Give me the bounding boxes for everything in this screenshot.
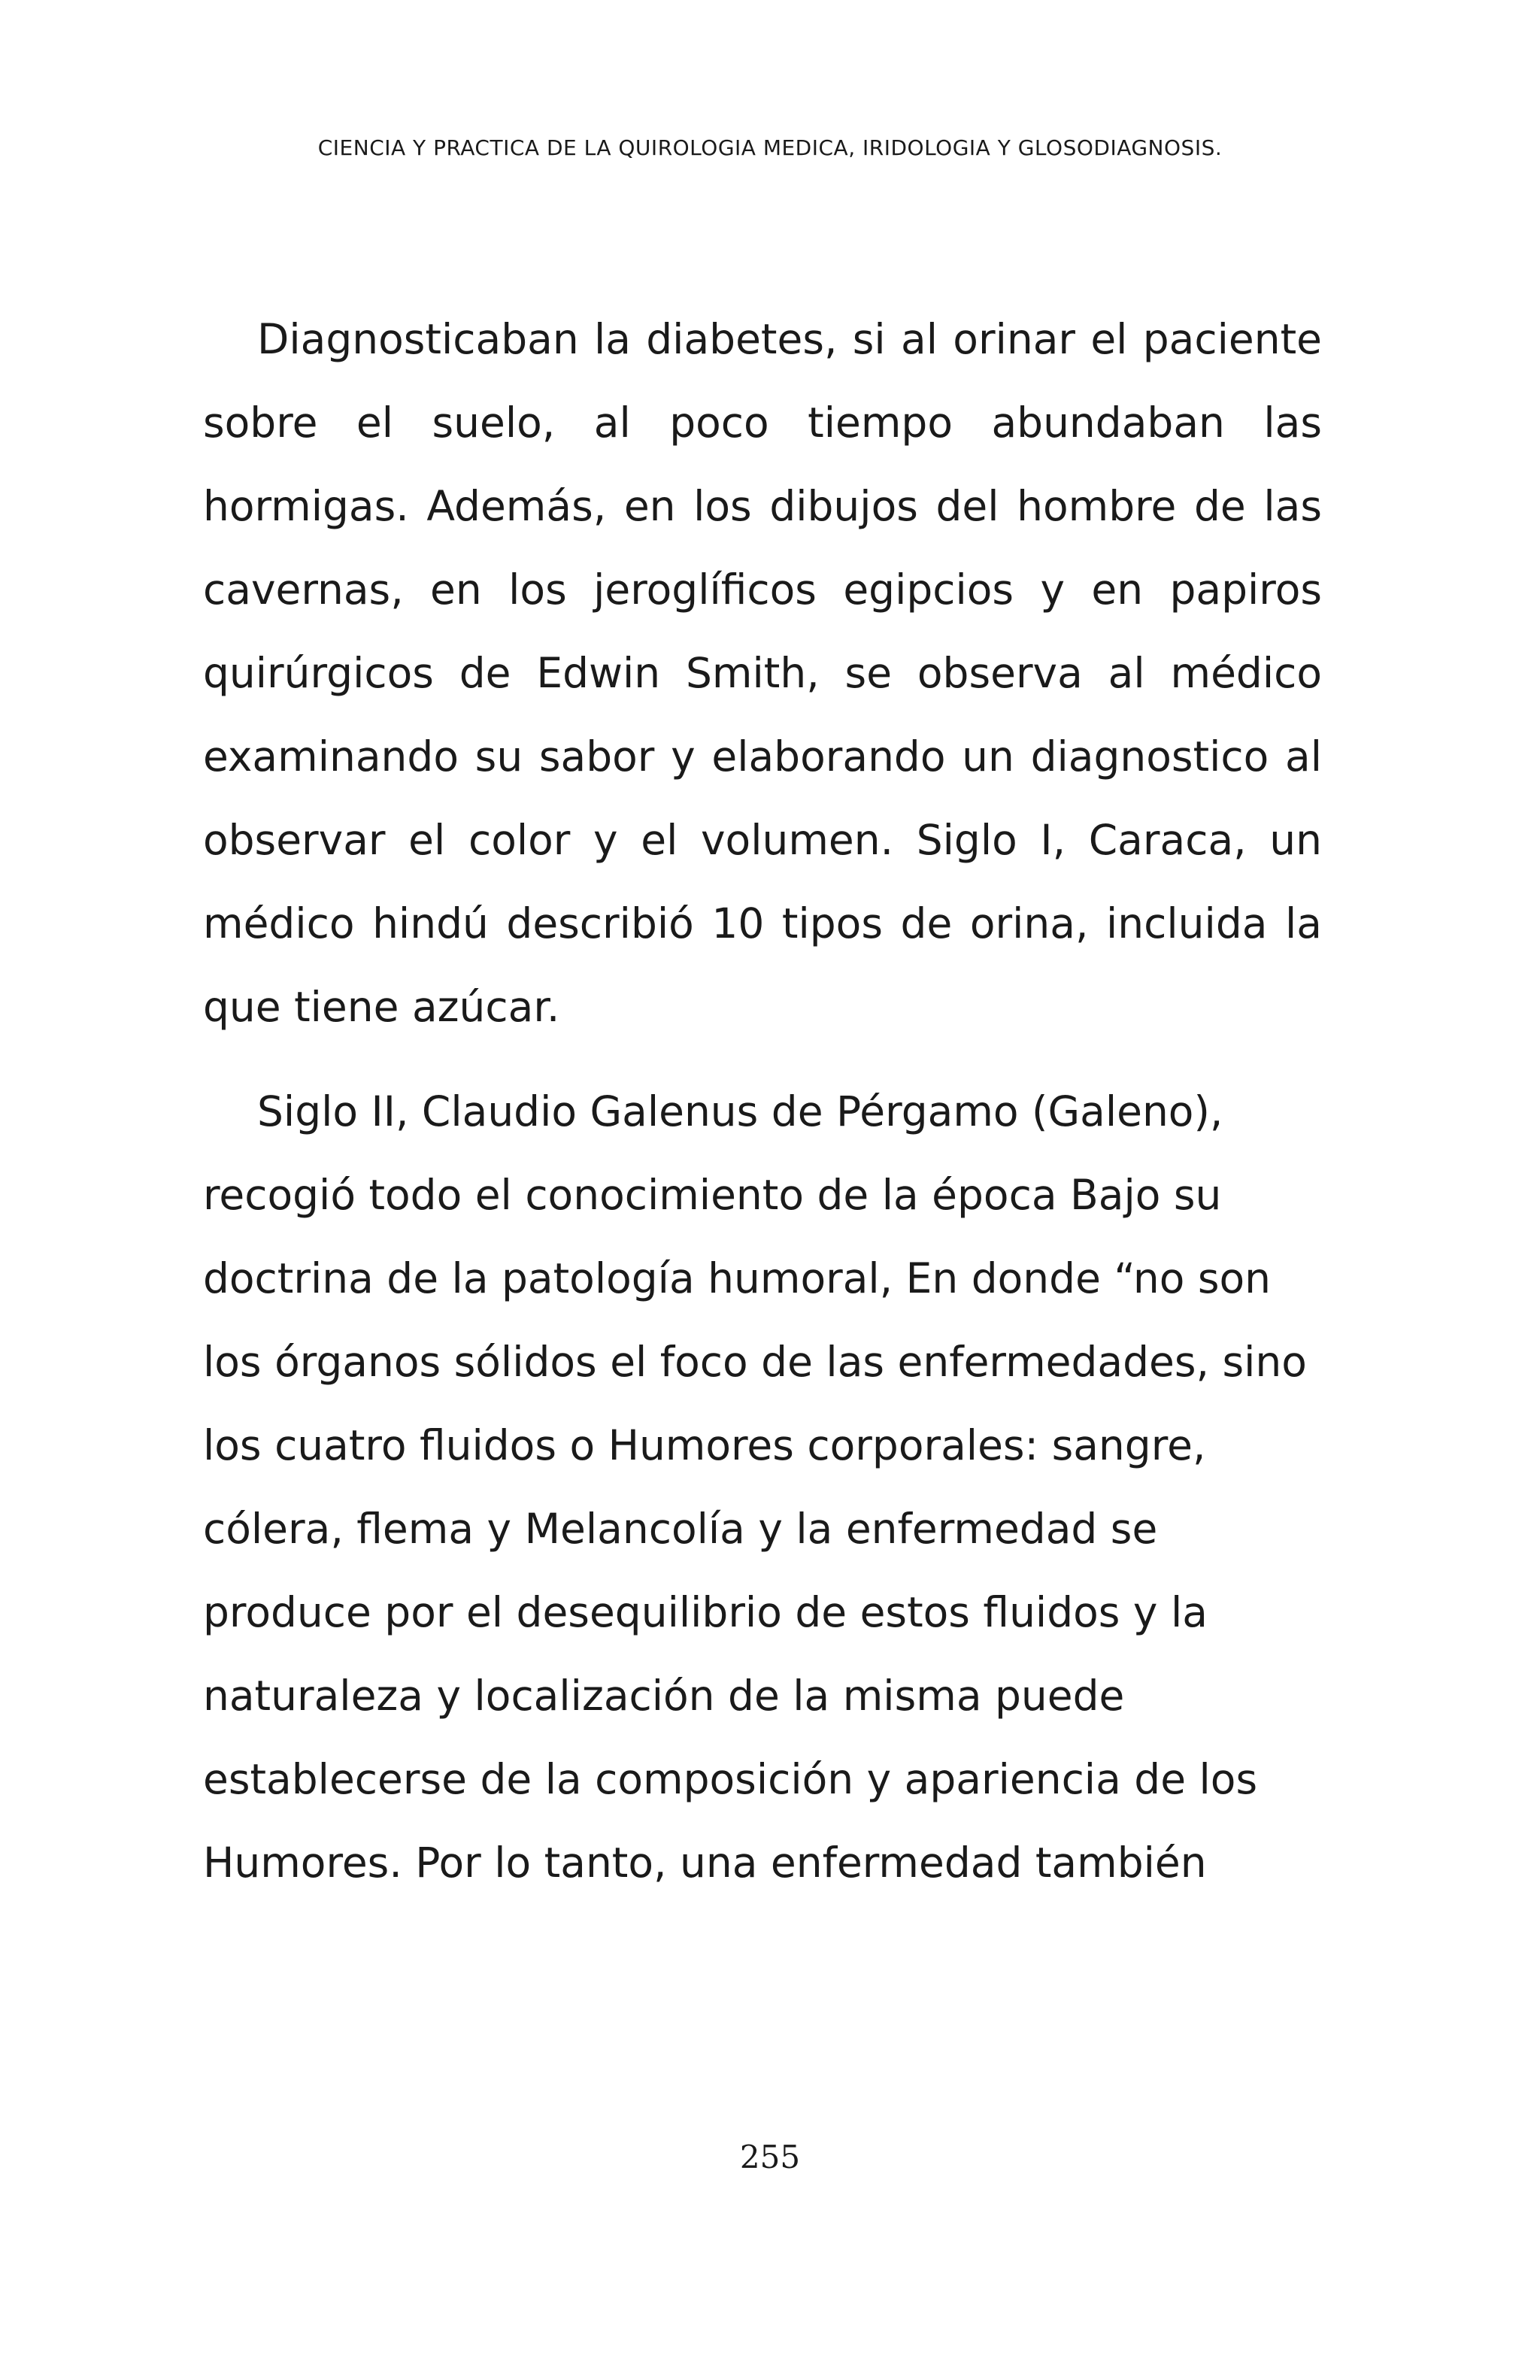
paragraph: Diagnosticaban la diabetes, si al orinar el paciente sobre el suelo, al poco tiempo abundaban las hormigas. Además, en los dibujos del hombre de las cavernas, en los jeroglíficos egipcios y en papiros quirúrgicos de Edwin Smith, se observa al médico examinando su sabor y elaborando un diagnostico al observar el color y el volumen. Siglo I, Caraca, un médico hindú describió 10 tipos de orina, incluida la que tiene azúcar. [203,315,1322,1031]
body-text [203,298,1322,1926]
running-header: CIENCIA Y PRACTICA DE LA QUIROLOGIA MEDICA, IRIDOLOGIA Y GLOSODIAGNOSIS. [317,135,1223,160]
paragraph: Siglo II, Claudio Galenus de Pérgamo (Galeno), recogió todo el conocimiento de la época Bajo su doctrina de la patología humoral, En donde “no son los órganos sólidos el foco de las enfermedades, sino los cuatro fluidos o Humores corporales: sangre, cólera, flema y Melancolía y la enfermedad se produce por el desequilibrio de estos fluidos y la naturaleza y localización de la misma puede establecerse de la composición y apariencia de los Humores. Por lo tanto, una enfermedad también [203,1087,1307,1887]
page-number: 255 [739,2139,801,2175]
